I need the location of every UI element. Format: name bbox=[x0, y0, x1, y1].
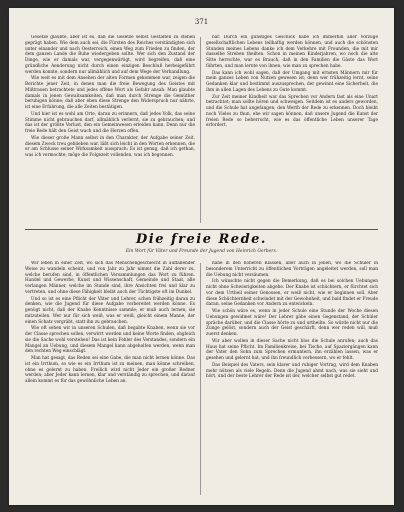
column-divider-bottom bbox=[200, 263, 201, 495]
paragraph: Das Beispiel des Vaters, sein klarer und ruhiger Vortrag, wird dem Knaben mehr nützen als viele Regeln. Denn die Jugend ahmt nach, was sie sieht und hört, und der beste Lehrer der Rede ist der, welcher selbst gut redet. bbox=[206, 362, 378, 380]
paragraph: Gesetze glaubte, aber ist es, daß die Gesetze selbst Gestalten zu stehen geprägt haben. Wie dem auch sei, die Fürsten des Reiches verständigten sich unter einander und nach Oesterreich, einen Weg zum Frieden zu finden, der dem ganzen Lande die Ruhe wiedergeben sollte. Wer sich den Zustand der Dinge, wie er damals war, vergegenwärtigt, wird begreifen, daß eine gründliche Aenderung nicht durch einen einzigen Beschluß herbeigeführt werden konnte, sondern nur allmählich und auf dem Wege der Verhandlung. bbox=[25, 35, 195, 75]
paragraph: Wie schön wäre es, wenn in jeder Schule eine Stunde der Woche diesen Uebungen gewidmet wäre! Der Lehrer gäbe einen Gegenstand, der Schüler spräche darüber, und die Classe hörte zu und urtheilte. So würde nicht nur die Zunge gelöst, sondern auch der Geist geschärft, denn wer reden will, muß zuerst denken. bbox=[206, 309, 378, 337]
article-column-bottom-right bbox=[206, 261, 378, 497]
paragraph: Wie dieser große Mann selbst in den Charakter, der Aufgabe seiner Zeit, diesem Zweck treu geblieben war, läßt sich leicht in den Worten erkennen, die er am Schlusse seiner Wirksamkeit aussprach: Es ist genug, daß ich gethan, was ich vermochte; möge die Folgezeit vollenden, was ich begonnen. bbox=[25, 135, 195, 158]
paragraph: bar. Durch ein günstiges Geschick habe ich immerhin aller Vorzüge gesellschaftlichen Lebens teilhaftig werden können, und auch die schönsten Stunden meines Lebens danke ich dem Verkehre mit Freunden, die mit mir dasselbe Streben theilten. Schon in meinen Kinderjahren, wo noch die alte Sitte herrschte, war es Brauch, daß in den Familien die Gäste das Wort führten, und man lernte von ihnen, wie man zu sprechen habe. bbox=[206, 35, 378, 69]
section-subtitle: Ein Wort für Väter und Freunde der Jugend von Heinrich Gerbers. bbox=[125, 249, 278, 254]
article-column-top-left bbox=[25, 35, 195, 225]
paragraph: Wir leben in einer Zeit, wo sich das Menschengeschlecht in auffallender Weise zu wandeln scheint, und von Jahr zu Jahr nimmt die Zahl derer zu, welche berufen sind, in öffentlichen Versammlungen das Wort zu führen. Handel und Gewerbe, Kunst und Wissenschaft, Gemeinde und Staat, alle verlangen Männer, welche im Stande sind, ihre Ansichten frei und klar zu vertreten, und ohne diese Fähigkeit bleibt auch der Tüchtigste oft im Dunkel. bbox=[25, 261, 195, 295]
paragraph: Das kann ich wohl sagen, daß der Umgang mit ernsten Männern mir für mein ganzes Leben von Nutzen gewesen ist; denn wer frühzeitig lernt, seine Gedanken klar und bestimmt auszusprechen, der gewinnt eine Sicherheit, die ihm in allen Lagen des Lebens zu Gute kommt. bbox=[206, 70, 378, 93]
paragraph: Wie weit es mit dem Ansehen der alten Formen gekommen war, zeigen die Berichte jener Zeit, in denen man die freie Bewegung des Geistes mit Mißtrauen betrachtete und jedes offene Wort als Gefahr ansah. Man glaubte damals in jenen Gewaltsamkeiten, daß man durch Strenge die Gemüther beruhigen könne; daß aber eben diese Strenge den Widerspruch nur nährte, ist eine Erfahrung, die alle Zeiten bestätigen. bbox=[25, 76, 195, 110]
section-divider bbox=[25, 229, 378, 230]
paragraph: nahe in den höheren Klassen, aber auch in jenen, wo die Schüler in besonderem Unterricht zu öffentlichen Vorträgen angeleitet werden, soll man die Uebung nicht versäumen. bbox=[206, 261, 378, 278]
article-column-top-right bbox=[206, 35, 378, 225]
paragraph: Wir aber wollen in dieser Sache nicht blos die Schule anrufen; auch das Haus hat seine Pflicht. Im Familienkreise, bei Tische, auf Spaziergängen kann der Vater den Sohn zum Sprechen ermuntern, ihn erzählen lassen, was er gesehen und gelernt hat, und ihn freundlich verbessern, wo er fehlt. bbox=[206, 338, 378, 361]
column-divider-top bbox=[200, 37, 201, 223]
article-column-bottom-left bbox=[25, 261, 195, 497]
newspaper-page bbox=[9, 8, 394, 505]
paragraph: Und so ist es eine Pflicht der Väter und Lehrer, schon frühzeitig daran zu denken, wie die Jugend für diese Aufgabe vorbereitet werden könne. Es genügt nicht, daß der Knabe Kenntnisse sammle; er muß auch lernen, sie mitzuteilen. Wer nur für sich weiß, was er weiß, gleicht einem Manne, der einen Schatz vergräbt, statt ihn zu gebrauchen. bbox=[25, 296, 195, 325]
paragraph: Wie oft sehen wir in unseren Schulen, daß begabte Knaben, wenn sie vor der Classe sprechen sollen, verwirrt werden und keine Worte finden, obgleich sie die Sache wohl verstehen! Das ist kein Fehler des Verstandes, sondern ein Mangel an Uebung, und diesem Mangel kann abgeholfen werden, wenn man den rechten Weg einschlägt. bbox=[25, 326, 195, 355]
paragraph: Und hier ist es wohl am Orte, daran zu erinnern, daß jedes Volk, das seine Stimme nicht gebrauchen darf, allmählich verlernt, sie zu gebrauchen; und das ist der größte Verlust, den ein Gemeinwesen erleiden kann. Denn nur die freie Rede hält den Geist wach und die Herzen offen. bbox=[25, 111, 195, 134]
paragraph: Ich wünschte nicht gegen die Bemerkung, daß es bei solchen Uebungen nicht ohne Schwierigkeiten abgehe. Der Knabe ist schüchtern, er fürchtet sich vor dem Urtheil seiner Genossen, er weiß nicht, wie er beginnen soll. Aber diese Schüchternheit schwindet mit der Gewohnheit, und bald findet er Freude daran, seine Gedanken vor Andern zu entwickeln. bbox=[206, 279, 378, 308]
section-title: Die freie Rede. bbox=[136, 232, 267, 247]
paragraph: Zur Zeit meiner Kindheit war das Sprechen vor Andern fast als eine Unart betrachtet; man sollte hören und schweigen. Seitdem ist es anders geworden, und die Schule hat angefangen, den Werth der Rede zu erkennen. Doch bleibt noch Vieles zu thun, ehe wir sagen können, daß unsere Jugend die Kunst der freien Rede so beherrscht, wie es das öffentliche Leben unserer Tage erfordert. bbox=[206, 94, 378, 129]
page-number: 371 bbox=[194, 18, 209, 26]
paragraph: Man hat gesagt, das Reden sei eine Gabe, die man nicht lernen könne. Das ist ein Irrthum, so wie es ein Irrthum ist zu meinen, man könne schreiben, ohne es gelernt zu haben. Freilich wird nicht Jeder ein großer Redner werden; aber Jeder kann lernen, klar und verständig zu sprechen, und darauf allein kommt es für das gewöhnliche Leben an. bbox=[25, 356, 195, 384]
